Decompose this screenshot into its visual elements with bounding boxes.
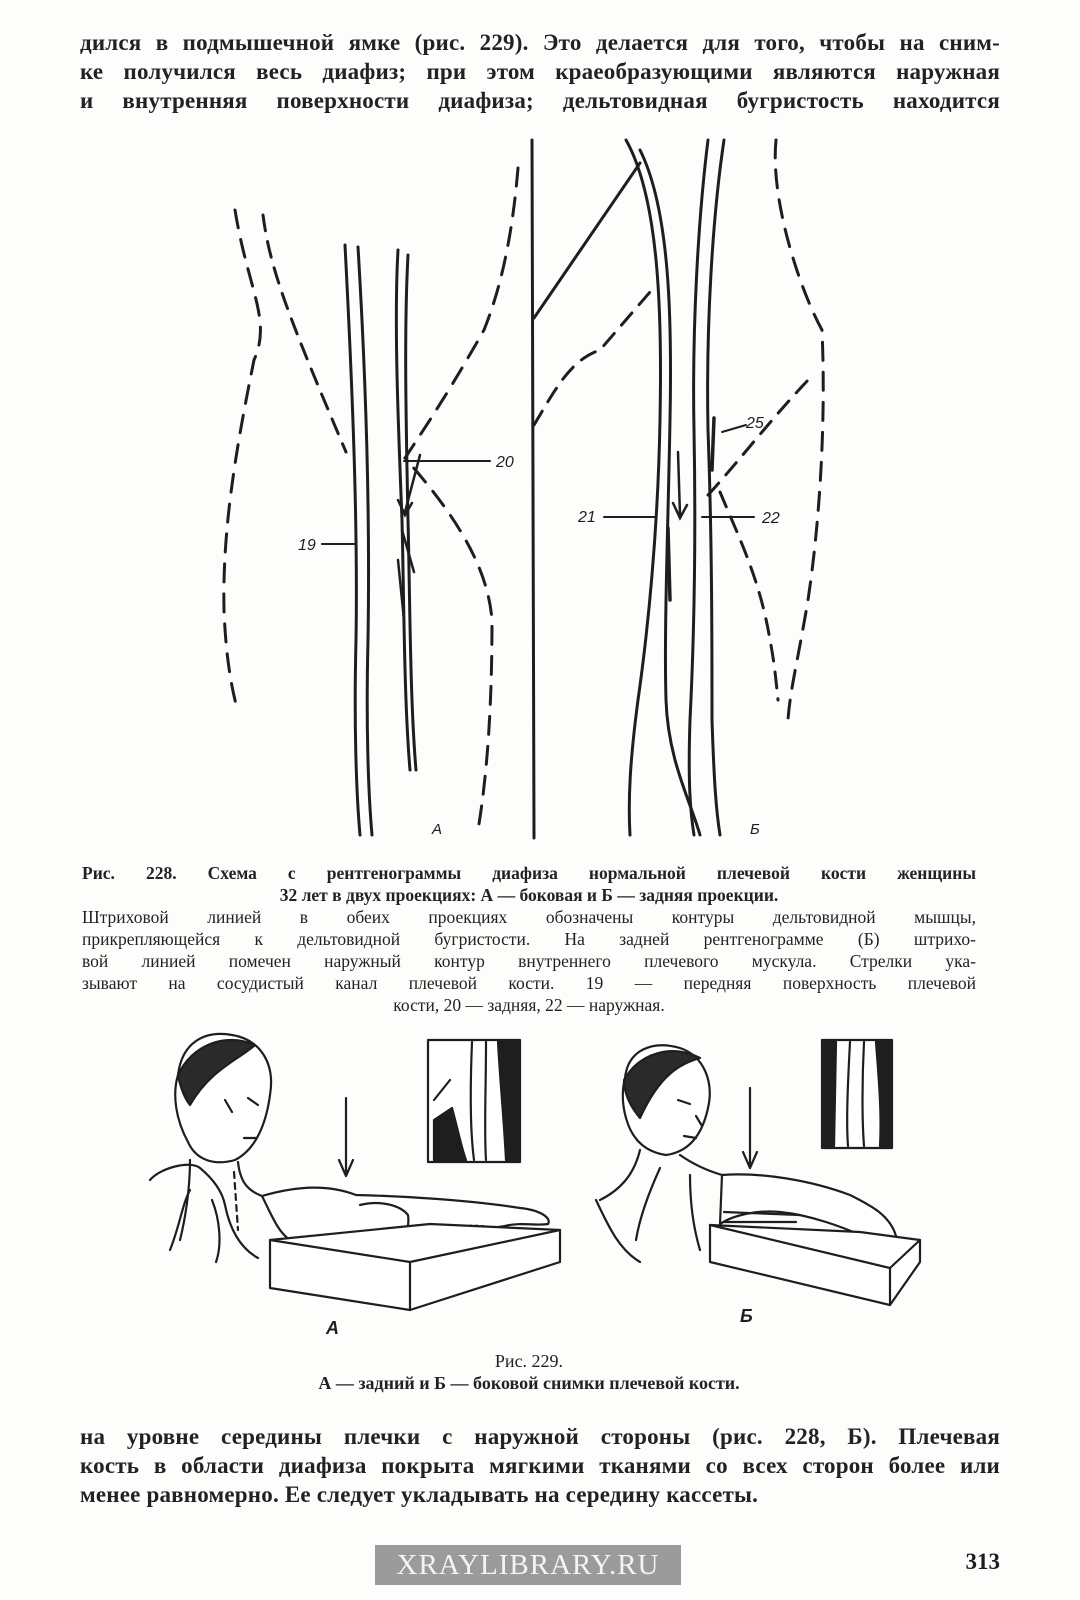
label-19: 19 [298, 537, 316, 554]
canal-line [398, 530, 414, 620]
figure-229-caption [82, 1350, 976, 1394]
bone-line [358, 247, 372, 835]
deltoid-contour-outer [708, 378, 810, 495]
deltoid-contour-upper [263, 215, 346, 452]
canal-line [712, 418, 714, 470]
caption-title-line: 32 лет в двух проекциях: А — боковая и Б — задняя проекции. [279, 885, 779, 905]
caption-text: А — задний и Б — боковой снимки плечевой кости. [318, 1373, 740, 1393]
patient-b-drawing [596, 1040, 920, 1305]
text-line: ке получился весь диафиз; при этом краеобразующими являются наружная [80, 59, 1000, 84]
bone-line [689, 140, 708, 835]
caption-body-line: кости, 20 — задняя, 22 — наружная. [393, 995, 665, 1015]
panel-a-label: А [432, 821, 443, 838]
panel-b-label: Б [750, 821, 760, 838]
text-line: дился в подмышечной ямке (рис. 229). Это делается для того, чтобы на сним- [80, 30, 1000, 55]
arrow [673, 452, 687, 518]
figure-228-caption [82, 862, 976, 1016]
panel-b-label: Б [740, 1306, 753, 1326]
patient-a-drawing [150, 1034, 560, 1310]
panel-a-label: А [326, 1318, 339, 1338]
bone-line [345, 245, 360, 835]
text-line: менее равномерно. Ее следует укладывать на середину кассеты. [80, 1482, 759, 1507]
text-line: и внутренняя поверхности диафиза; дельтовидная бугристость находится [80, 88, 1000, 113]
deltoid-contour-right [405, 168, 518, 830]
text-line: кость в области диафиза покрыта мягкими тканями со всех сторон более или [80, 1453, 1000, 1478]
caption-title-line: Рис. 228. Схема с рентгенограммы диафиза нормальной плечевой кости женщины [82, 863, 976, 883]
deltoid-contour-inner [534, 292, 650, 425]
label-20: 20 [496, 454, 514, 471]
deltoid-contour-far [775, 140, 823, 720]
top-paragraph [80, 28, 1000, 115]
bone-line [626, 140, 661, 835]
bone-line [534, 163, 640, 318]
page-number: 313 [965, 1549, 1000, 1574]
watermark: XRAYLIBRARY.RU [375, 1545, 681, 1585]
deltoid-contour-left [224, 210, 261, 712]
caption-title: Рис. 229. [494, 1351, 564, 1371]
caption-body-line: прикрепляющейся к дельтовидной бугристости. На задней рентгенограмме (Б) штрихо- [82, 929, 976, 949]
figure-228-diagram [220, 130, 1020, 860]
figure-229-illustration [130, 1030, 970, 1360]
text-line: на уровне середины плечки с наружной стороны (рис. 228, Б). Плечевая [80, 1424, 1000, 1449]
label-25: 25 [746, 415, 764, 432]
leader-line [722, 425, 746, 432]
canal-line [668, 528, 670, 600]
caption-body-line: Штриховой линией в обеих проекциях обозначены контуры дельтовидной мышцы, [82, 907, 976, 927]
caption-body-line: вой линией помечен наружный контур внутреннего плечевого мускула. Стрелки ука- [82, 951, 976, 971]
label-22: 22 [762, 510, 780, 527]
bottom-paragraph [80, 1422, 1000, 1509]
label-21: 21 [578, 509, 596, 526]
bone-line [532, 140, 534, 838]
caption-body-line: зывают на сосудистый канал плечевой кости. 19 — передняя поверхность плечевой [82, 973, 976, 993]
